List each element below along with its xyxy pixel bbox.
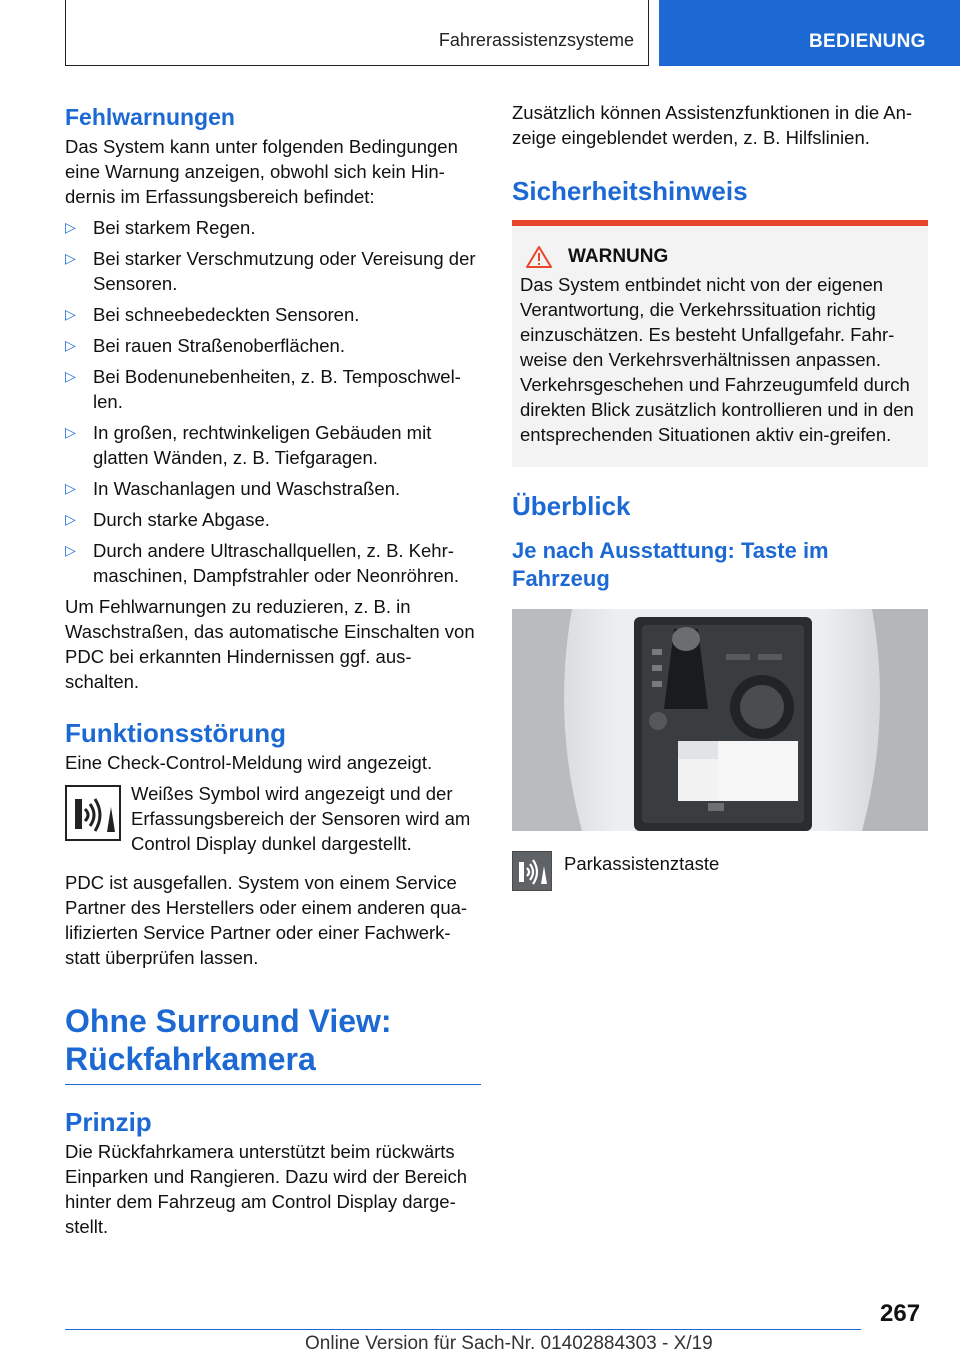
header-section-box <box>65 0 649 66</box>
right-intro: Zusätzlich können Assistenzfunktionen in die An-zeige eingeblendet werden, z. B. Hilfslinien. <box>512 102 913 148</box>
header-chapter-tab <box>659 0 960 66</box>
header-section-title: Fahrerassistenzsysteme <box>438 30 634 50</box>
page-number: 267 <box>880 1300 921 1327</box>
center-console-photo <box>512 609 928 831</box>
funk-symbol-row <box>65 781 481 856</box>
list-item: ▷ In großen, rechtwinkeligen Gebäuden mit glatten Wänden, z. B. Tiefgaragen. <box>65 422 432 468</box>
pdc-button-icon <box>512 851 552 891</box>
list-item: ▷ Durch starke Abgase. <box>65 509 270 530</box>
fehl-outro: Um Fehlwarnungen zu reduzieren, z. B. in Waschstraßen, das automatische Einschalten von PDC bei erkannten Hindernissen ggf. aus-schalten. <box>65 596 475 692</box>
footer-rule <box>65 1329 861 1330</box>
heading-taste-im-fahrzeug: Je nach Ausstattung: Taste im Fahrzeug <box>512 538 829 591</box>
triangle-bullet-icon: ▷ <box>65 219 76 235</box>
list-item: ▷ Bei starker Verschmutzung oder Vereisung der Sensoren. <box>65 248 476 294</box>
heading-funktionsstoerung: Funktionsstörung <box>65 718 286 748</box>
warning-box <box>512 220 928 467</box>
heading-rk-line-1: Ohne Surround View: <box>65 1003 392 1039</box>
taste-caption-row <box>512 851 928 891</box>
triangle-bullet-icon: ▷ <box>65 480 76 496</box>
triangle-bullet-icon: ▷ <box>65 250 76 266</box>
funk-outro: PDC ist ausgefallen. System von einem Service Partner des Herstellers oder einem anderen qua-lifizierten Service Partner oder einer Fachwerk-statt überprüfen lassen. <box>65 872 468 968</box>
heading-ueberblick: Überblick <box>512 491 631 521</box>
heading-sicherheitshinweis: Sicherheitshinweis <box>512 176 748 206</box>
heading-fehlwarnungen: Fehlwarnungen <box>65 104 235 130</box>
left-column <box>65 100 481 1239</box>
footer-text: Online Version für Sach-Nr. 01402884303 - X/19 <box>305 1333 713 1354</box>
warning-label: WARNUNG <box>568 246 669 267</box>
list-item: ▷ Bei starkem Regen. <box>65 217 256 238</box>
list-item: ▷ In Waschanlagen und Waschstraßen. <box>65 478 401 499</box>
funk-symbol-text: Weißes Symbol wird angezeigt und der Erfassungsbereich der Sensoren wird am Control Display dunkel dargestellt. <box>131 783 471 854</box>
list-item: ▷ Bei schneebedeckten Sensoren. <box>65 304 360 325</box>
heading-rk-line-2: Rückfahrkamera <box>65 1041 316 1077</box>
funk-intro: Eine Check-Control-Meldung wird angezeigt. <box>65 752 433 773</box>
list-item: ▷ Bei Bodenunebenheiten, z. B. Temposchwel-len. <box>65 366 461 412</box>
heading-rueckfahrkamera <box>65 1002 481 1085</box>
triangle-bullet-icon: ▷ <box>65 511 76 527</box>
triangle-bullet-icon: ▷ <box>65 306 76 322</box>
header-chapter-title: BEDIENUNG <box>809 31 926 52</box>
list-item: ▷ Bei rauen Straßenoberflächen. <box>65 335 345 356</box>
triangle-bullet-icon: ▷ <box>65 368 76 384</box>
triangle-bullet-icon: ▷ <box>65 542 76 558</box>
warning-title <box>520 246 920 268</box>
fehl-list <box>65 215 481 588</box>
warning-text: Das System entbindet nicht von der eigenen Verantwortung, die Verkehrssituation richtig einzuschätzen. Es besteht Unfallgefahr. Fahr-weise den Verkehrsverhältnissen anpassen. Verkehrsgeschehen und Fahrzeugumfeld durch direkten Blick zusätzlich kontrollieren und in den entsprechenden Situationen aktiv ein-greifen. <box>520 274 914 445</box>
pdc-sensor-icon <box>65 785 121 841</box>
warning-triangle-icon <box>526 246 552 268</box>
prinzip-text: Die Rückfahrkamera unterstützt beim rückwärts Einparken und Rangieren. Dazu wird der Bereich hinter dem Fahrzeug am Control Display darge-stellt. <box>65 1141 468 1237</box>
triangle-bullet-icon: ▷ <box>65 337 76 353</box>
heading-prinzip: Prinzip <box>65 1107 152 1137</box>
right-column <box>512 100 928 891</box>
taste-caption: Parkassistenztaste <box>564 853 720 874</box>
list-item: ▷ Durch andere Ultraschallquellen, z. B. Kehr-maschinen, Dampfstrahler oder Neonröhren. <box>65 540 460 586</box>
triangle-bullet-icon: ▷ <box>65 424 76 440</box>
fehl-intro: Das System kann unter folgenden Bedingungen eine Warnung anzeigen, obwohl sich kein Hin-dernis im Erfassungsbereich befindet: <box>65 136 458 207</box>
